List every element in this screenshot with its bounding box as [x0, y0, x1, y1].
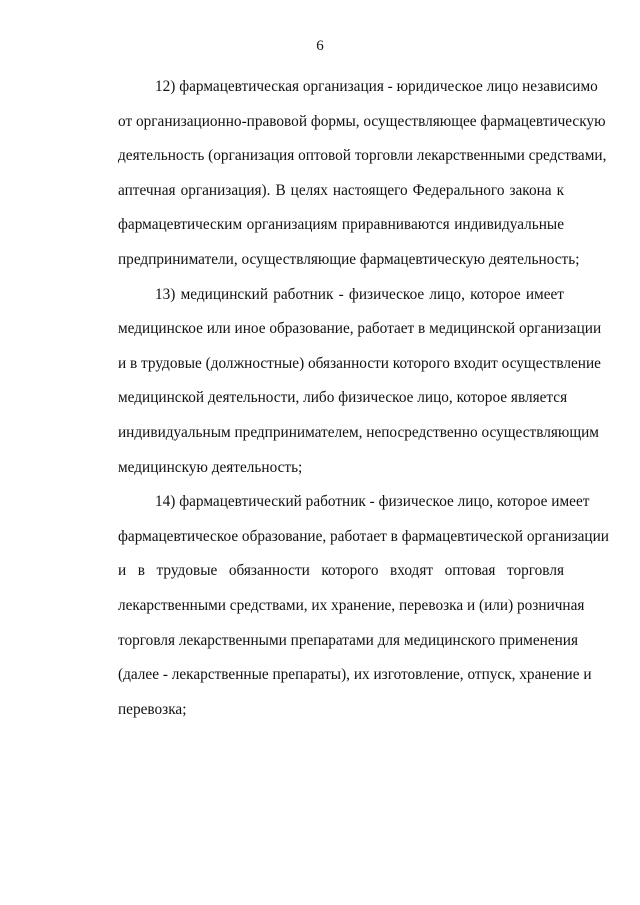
- text-line: и в трудовые (должностные) обязанности которого входит осуществление: [118, 354, 601, 372]
- text-line: лекарственными средствами, их хранение, перевозка и (или) розничная: [118, 596, 585, 614]
- text-line: от организационно-правовой формы, осуществляющее фармацевтическую: [118, 112, 606, 130]
- text-line: 13) медицинский работник - физическое лицо, которое имеет: [155, 285, 564, 303]
- text-line: перевозка;: [118, 700, 187, 718]
- text-line: деятельность (организация оптовой торговли лекарственными средствами,: [118, 147, 607, 165]
- document-body: [81, 70, 609, 727]
- text-line: и в трудовые обязанности которого входят оптовая торговля: [118, 562, 564, 580]
- text-line: 14) фармацевтический работник - физическое лицо, которое имеет: [155, 493, 590, 511]
- text-line: аптечная организация). В целях настоящего Федерального закона к: [118, 181, 564, 199]
- paragraph-14-pharmaceutical-worker: [81, 485, 609, 727]
- text-line: медицинское или иное образование, работает в медицинской организации: [118, 320, 602, 338]
- text-line: (далее - лекарственные препараты), их изготовление, отпуск, хранение и: [118, 666, 592, 684]
- paragraph-13-medical-worker: [81, 278, 602, 486]
- text-line: медицинскую деятельность;: [118, 458, 303, 476]
- text-line: торговля лекарственными препаратами для медицинского применения: [118, 631, 579, 649]
- paragraph-12-pharmaceutical-organization: [81, 70, 607, 278]
- page-number: 6: [316, 38, 324, 54]
- text-line: фармацевтическое образование, работает в фармацевтической организации: [118, 527, 609, 545]
- text-line: предприниматели, осуществляющие фармацевтическую деятельность;: [118, 250, 580, 268]
- text-line: медицинской деятельности, либо физическое лицо, которое является: [118, 389, 568, 407]
- text-line: фармацевтическим организациям приравниваются индивидуальные: [118, 216, 564, 234]
- text-line: индивидуальным предпринимателем, непосредственно осуществляющим: [118, 423, 599, 441]
- text-line: 12) фармацевтическая организация - юридическое лицо независимо: [155, 78, 598, 95]
